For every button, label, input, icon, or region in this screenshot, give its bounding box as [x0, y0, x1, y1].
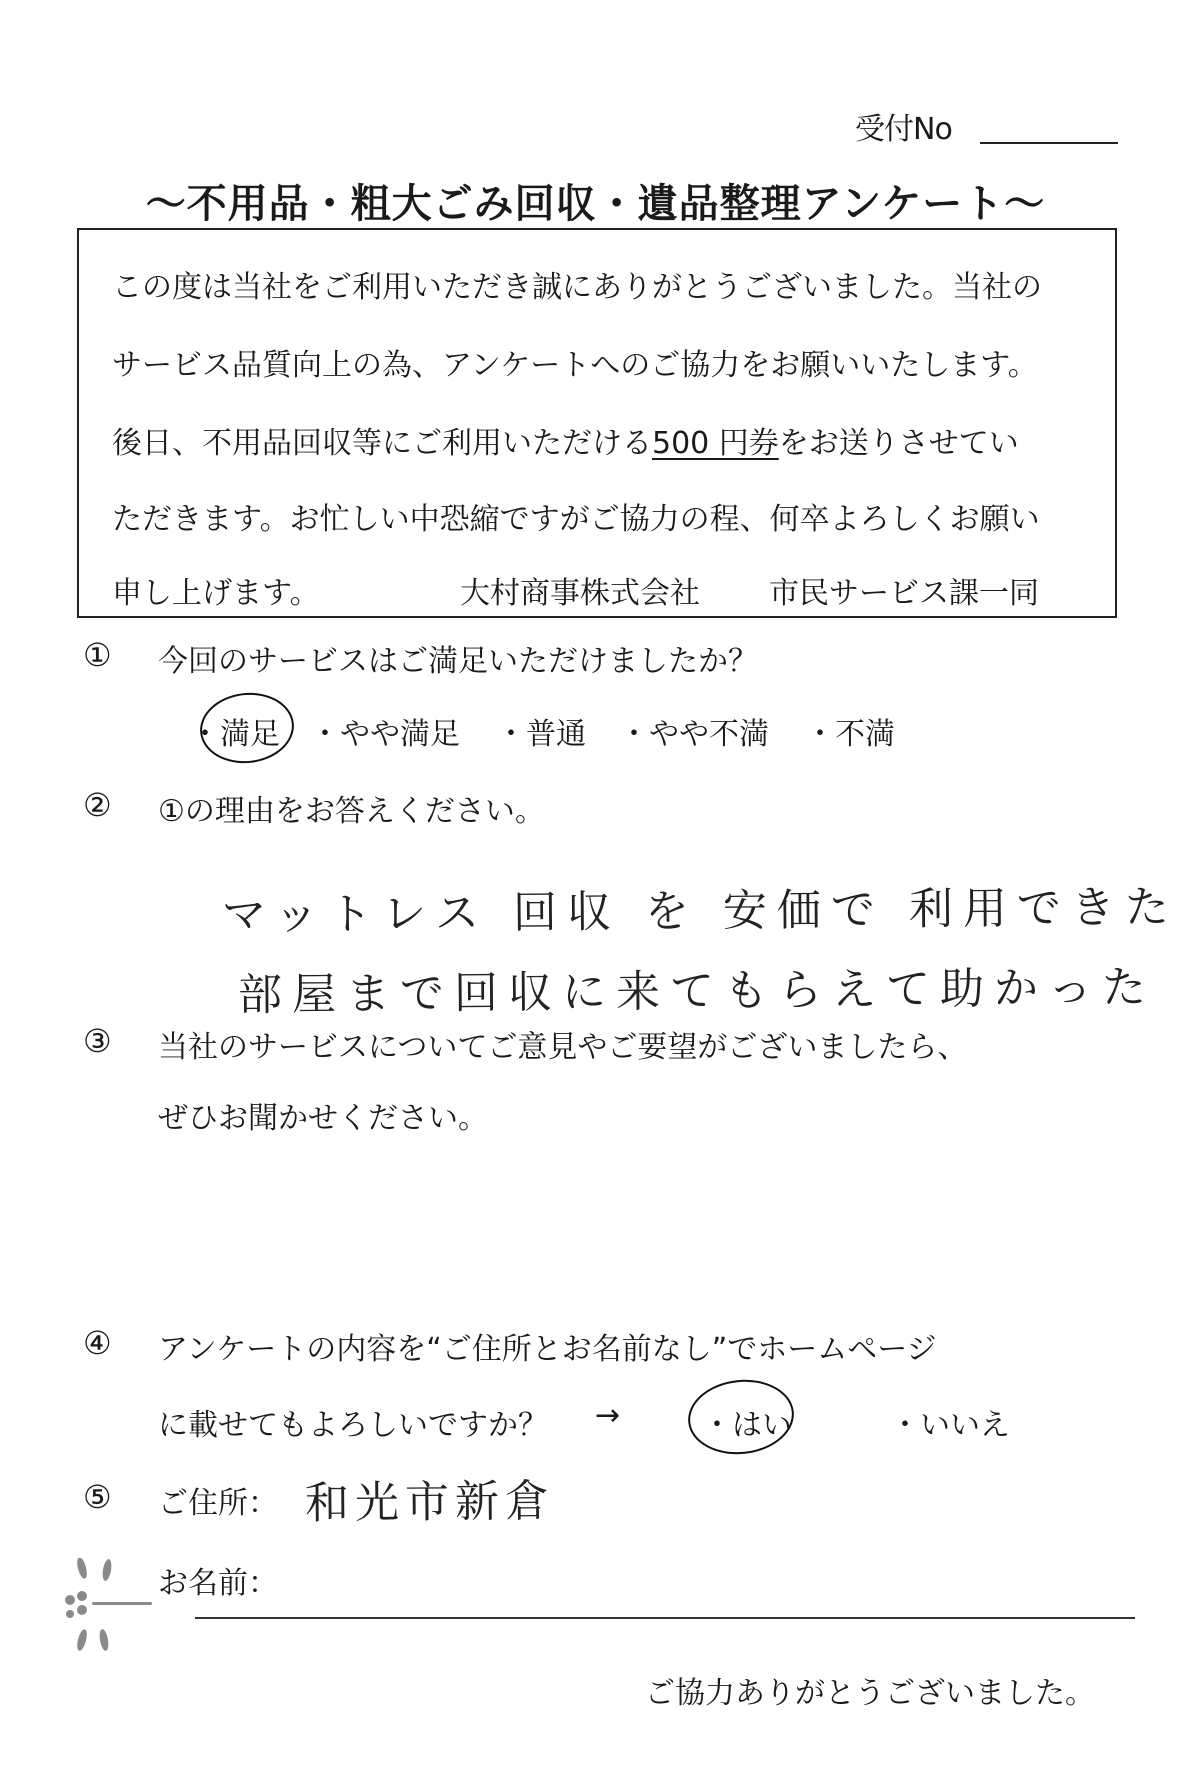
voucher-amount: 500 円券: [652, 426, 779, 461]
intro-line-3-before: 後日、不用品回収等にご利用いただける: [112, 426, 652, 461]
page-title: 〜不用品・粗大ごみ回収・遺品整理アンケート〜: [145, 181, 1046, 227]
flower-decoration-icon: [62, 1558, 162, 1658]
intro-line-2: サービス品質向上の為、アンケートへのご協力をお願いいたします。: [112, 348, 1038, 383]
name-field-line: [195, 1617, 1135, 1619]
company-name: 大村商事株式会社: [460, 576, 700, 611]
q4-text-line-1: アンケートの内容を“ご住所とお名前なし”でホームページ: [158, 1332, 937, 1367]
q4-text-line-2: に載せてもよろしいですか？: [158, 1408, 548, 1443]
q1-selected-circle: [197, 688, 298, 767]
q3-text-line-1: 当社のサービスについてご意見やご要望がございましたら、: [158, 1030, 968, 1065]
address-handwritten-value: 和光市新倉: [304, 1475, 556, 1530]
intro-line-3-after: をお送りさせてい: [778, 426, 1019, 461]
q1-option-satisfied[interactable]: ・満足: [190, 717, 280, 752]
address-label: ご住所：: [158, 1486, 278, 1521]
q4-option-no[interactable]: ・いいえ: [890, 1408, 1010, 1443]
intro-line-1: この度は当社をご利用いただき誠にありがとうございました。当社の: [112, 270, 1042, 305]
q4-number: ④: [83, 1324, 112, 1362]
q1-option-somewhat-satisfied[interactable]: ・やや満足: [310, 717, 460, 752]
q1-option-dissatisfied[interactable]: ・不満: [805, 717, 895, 752]
q1-option-somewhat-dissatisfied[interactable]: ・やや不満: [619, 717, 769, 752]
q4-option-yes[interactable]: ・はい: [702, 1408, 792, 1443]
intro-line-5: 申し上げます。: [112, 576, 320, 611]
intro-box: [77, 228, 1117, 618]
q3-number: ③: [83, 1022, 112, 1060]
q4-arrow: →: [595, 1398, 621, 1433]
q2-text: ①の理由をお答えください。: [158, 794, 545, 829]
q1-number: ①: [83, 636, 112, 674]
q2-handwritten-answer-line-1: マットレス 回収 を 安価で 利用できた: [221, 881, 1180, 942]
intro-line-4: ただきます。お忙しい中恐縮ですがご協力の程、何卒よろしくお願い: [112, 502, 1040, 537]
q5-number: ⑤: [83, 1478, 112, 1516]
q2-number: ②: [83, 786, 112, 824]
department-name: 市民サービス課一同: [769, 576, 1039, 611]
receipt-no-label: 受付No: [855, 112, 952, 147]
receipt-no-field-line: [980, 142, 1118, 144]
q1-option-neutral[interactable]: ・普通: [496, 717, 586, 752]
q3-text-line-2: ぜひお聞かせください。: [158, 1101, 488, 1136]
q4-selected-circle: [684, 1375, 797, 1460]
intro-line-3: [112, 418, 1019, 462]
q2-handwritten-answer-line-2: 部屋まで回収に来てもらえて助かった: [237, 961, 1157, 1022]
thanks-message: ご協力ありがとうございました。: [645, 1676, 1095, 1711]
q1-text: 今回のサービスはご満足いただけましたか？: [158, 644, 758, 679]
name-label: お名前：: [158, 1566, 278, 1601]
